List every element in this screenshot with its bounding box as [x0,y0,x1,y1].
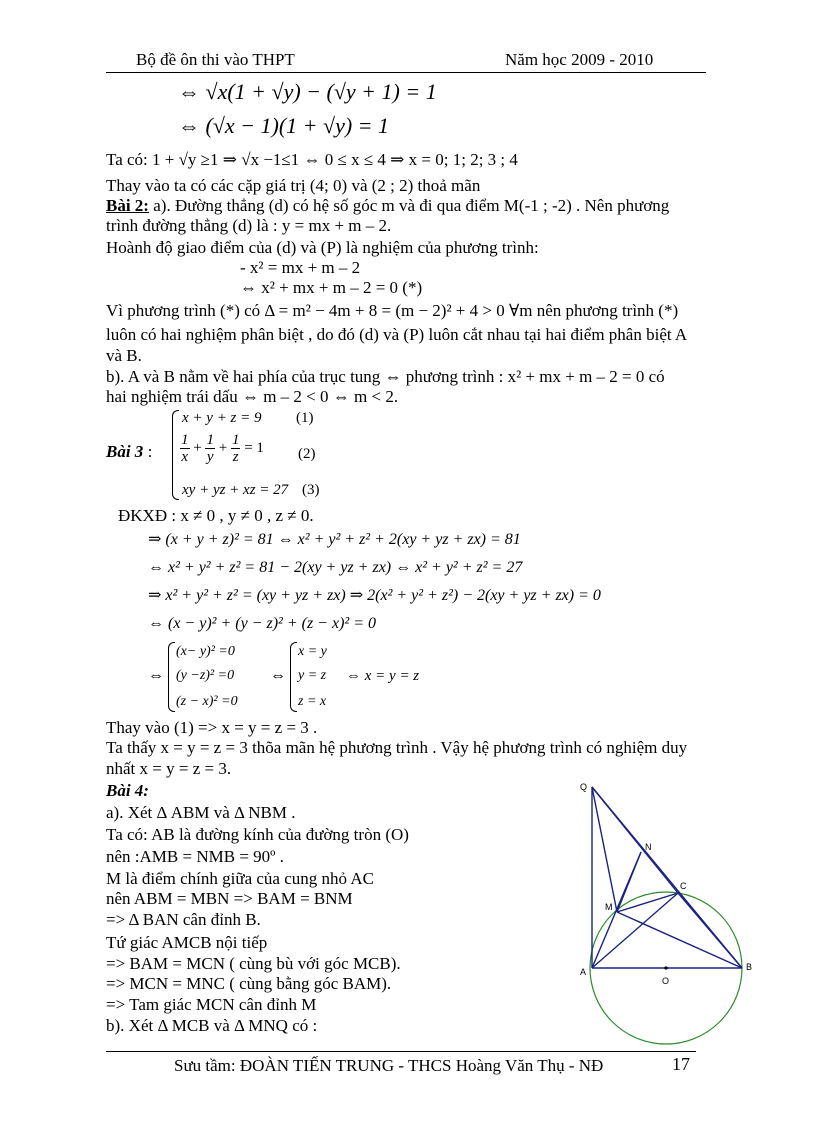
text-line-11: luôn có hai nghiệm phân biệt , do đó (d) và (P) luôn cắt nhau tại hai điểm phân biệt A [106,325,688,344]
segment-mq [592,787,617,912]
text-line-12: và B. [106,346,142,365]
bai2-label: Bài 2: [106,196,149,215]
text-line-4: Thay vào ta có các cặp giá trị (4; 0) và (2 ; 2) thoả mãn [106,176,481,195]
system-eq-2-number: (2) [298,446,316,462]
equiv-symbol-2: ⇔ [270,667,286,684]
squares-eq-1: (x− y)² =0 [176,644,235,659]
text-line-25: => BAM = MCN ( cùng bù với góc MCB). [106,954,401,973]
equiv-symbol-1: ⇔ [148,667,164,684]
equality-1: x = y [298,644,327,659]
label-b: B [746,962,753,972]
bai2-paragraph [106,196,669,216]
text-line-28: b). Xét Δ MCB và Δ MNQ có : [106,1016,318,1035]
system-eq-1-number: (1) [296,410,314,426]
equation-line-2: ⇔ (√x − 1)(1 + √y) = 1 [178,113,390,138]
text-line-21: M là điểm chính giữa của cung nhỏ AC [106,869,374,888]
system-eq-2: $\frac{1}{x}$ + $\frac{1}{y}$ + $\frac{1}{z}$ = 1 [181,432,264,465]
equality-result: ⇔ x = y = z [346,668,420,684]
squares-brace [168,642,175,712]
text-line-17: nhất x = y = z = 3. [106,759,232,778]
text-line-9: ⇔ x² + mx + m – 2 = 0 (*) [240,278,423,297]
text-line-14: hai nghiệm trái dấu ⇔ m – 2 < 0 ⇔ m < 2. [106,387,399,406]
text-line-5: a). Đường thẳng (d) có hệ số góc m và đi qua điểm M(-1 ; -2) . Nên phương [148,196,670,215]
footer-text: Sưu tầm: ĐOÀN TIẾN TRUNG - THCS Hoàng Văn Thụ - NĐ [174,1056,604,1075]
label-q: Q [580,782,588,792]
text-line-16: Ta thấy x = y = z = 3 thõa mãn hệ phương trình . Vậy hệ phương trình có nghiệm duy [106,738,688,757]
text-line-20: nên :AMB = NMB = 90º . [106,847,284,866]
bai3-heading [106,442,152,462]
system-eq-1: x + y + z = 9 [182,410,262,426]
text-line-6: trình đường thẳng (d) là : y = mx + m – 2. [106,216,392,235]
derivation-4: ⇔ (x − y)² + (y − z)² + (z − x)² = 0 [148,615,376,632]
text-line-27: => Tam giác MCN cân đỉnh M [106,995,317,1014]
page-number: 17 [672,1054,690,1074]
label-a: A [580,967,587,977]
system-eq-3-number: (3) [302,482,320,498]
label-c: C [680,881,687,891]
segment-mb [617,912,742,968]
derivation-1: ⇒ (x + y + z)² = 81 ⇔ x² + y² + z² + 2(xy + yz + zx) = 81 [148,531,521,548]
squares-eq-2: (y −z)² =0 [176,668,235,683]
text-line-18: a). Xét Δ ABM và Δ NBM . [106,803,296,822]
label-m: M [605,902,613,912]
text-line-10: Vì phương trình (*) có Δ = m² − 4m + 8 = (m − 2)² + 4 > 0 ∀m nên phương trình (*) [106,301,679,320]
squares-eq-3: (z − x)² =0 [176,694,238,709]
bai4-label: Bài 4: [106,781,149,800]
system-brace [172,410,179,500]
header-rule [106,72,706,73]
condition-line: ĐKXĐ : x ≠ 0 , y ≠ 0 , z ≠ 0. [118,506,314,525]
text-line-26: => MCN = MNC ( cùng bằng góc BAM). [106,974,392,993]
segment-mc [617,893,678,912]
label-n: N [645,842,652,852]
text-line-15: Thay vào (1) => x = y = z = 3 . [106,718,318,737]
footer-rule [106,1051,696,1052]
header-right: Năm học 2009 - 2010 [505,50,654,69]
equalities-brace [290,642,297,712]
text-line-13: b). A và B nằm về hai phía của trục tung ⇔ phương trình : x² + mx + m – 2 = 0 có [106,367,665,386]
segment-mn [617,852,641,912]
equality-3: z = x [298,694,327,709]
text-line-7: Hoành độ giao điểm của (d) và (P) là nghiệm của phương trình: [106,238,539,257]
equation-line-1: ⇔ √x(1 + √y) − (√y + 1) = 1 [178,79,437,104]
segment-qc [592,787,678,893]
equality-2: y = z [298,668,327,683]
text-line-19: Ta có: AB là đường kính của đường tròn (O) [106,825,409,844]
text-line-24: Tứ giác AMCB nội tiếp [106,933,268,952]
derivation-2: ⇔ x² + y² + z² = 81 − 2(xy + yz + zx) ⇔ x² + y² + z² = 27 [148,559,523,576]
bai3-colon: : [143,442,153,461]
geometry-figure [560,770,780,1050]
header-left: Bộ đề ôn thi vào THPT [136,50,295,69]
derivation-3: ⇒ x² + y² + z² = (xy + yz + zx) ⇒ 2(x² + y² + z²) − 2(xy + yz + zx) = 0 [148,587,601,604]
text-line-3: Ta có: 1 + √y ≥1 ⇒ √x −1≤1 ⇔ 0 ≤ x ≤ 4 ⇒ x = 0; 1; 2; 3 ; 4 [106,150,518,169]
system-eq-3: xy + yz + xz = 27 [182,482,289,498]
label-o: O [662,976,670,986]
bai3-label: Bài 3 [106,442,144,461]
text-line-8: - x² = mx + m – 2 [240,258,361,277]
text-line-23: => Δ BAN cân đỉnh B. [106,910,261,929]
center-point [664,966,667,969]
bai4-heading [106,781,149,801]
text-line-22: nên ABM = MBN => BAM = BNM [106,889,353,908]
